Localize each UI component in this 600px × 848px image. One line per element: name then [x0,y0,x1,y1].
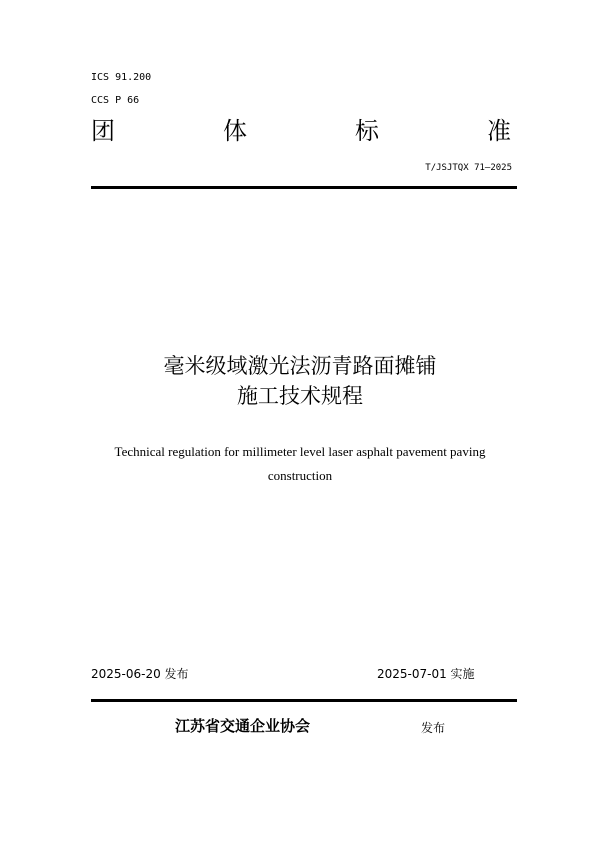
issued-label: 发布 [421,721,446,735]
standard-type-heading [91,116,511,146]
title-cn-line-2: 施工技术规程 [237,384,363,408]
standard-type-char-4: 准 [487,117,511,145]
ccs-code: CCS P 66 [91,95,140,106]
standard-type-char-1: 团 [91,117,115,145]
publish-date: 2025-06-20 发布 [91,667,189,681]
title-en-line-1: Technical regulation for millimeter level laser asphalt pavement paving [114,444,486,459]
title-cn-line-1: 毫米级域激光法沥青路面摊铺 [163,354,437,378]
standard-type-char-3: 标 [355,117,379,145]
top-divider [91,186,517,189]
standard-type-char-2: 体 [223,117,247,145]
title-en-line-2: construction [267,468,333,483]
issuing-organization: 江苏省交通企业协会 [175,717,311,735]
standard-number: T/JSJTQX 71—2025 [425,163,512,173]
ics-code: ICS 91.200 [91,72,152,83]
bottom-divider [91,699,517,702]
implement-date: 2025-07-01 实施 [377,667,475,681]
